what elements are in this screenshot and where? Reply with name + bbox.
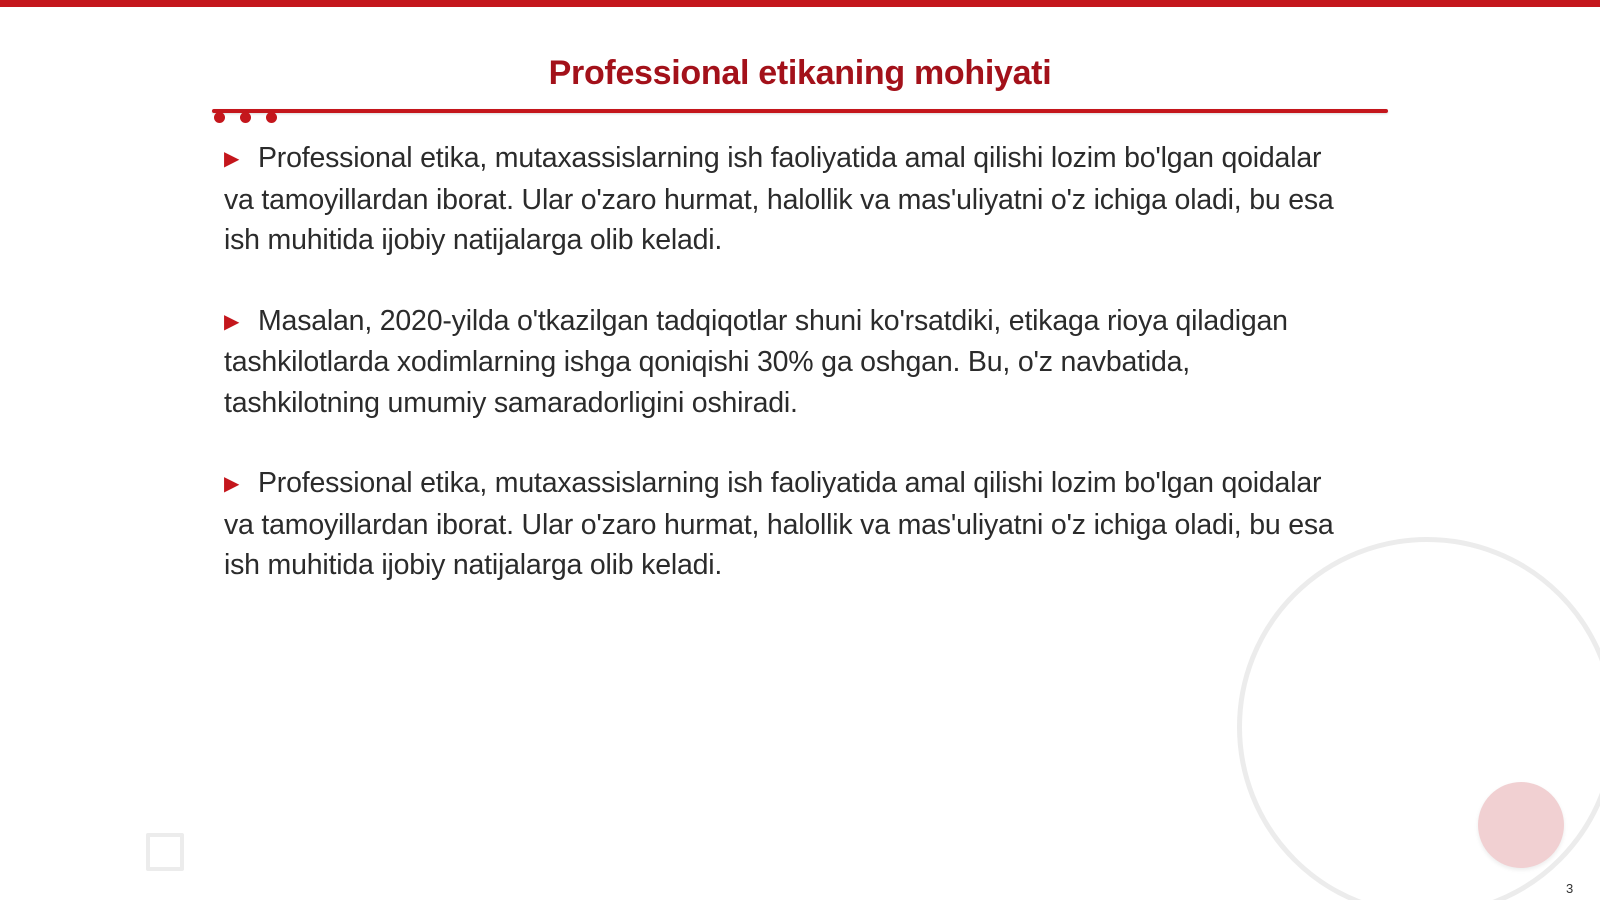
bullet-paragraph bbox=[224, 301, 1334, 424]
title-underline bbox=[212, 109, 1388, 113]
paragraph-text: Masalan, 2020-yilda o'tkazilgan tadqiqotlar shuni ko'rsatdiki, etikaga rioya qiladigan tashkilotlarda xodimlarning ishga qoniqishi 30% ga oshgan. Bu, o'z navbatida, tashkilotning umumiy samaradorligini oshiradi. bbox=[224, 304, 1288, 419]
top-accent-bar bbox=[0, 0, 1600, 7]
decor-square bbox=[146, 833, 184, 871]
slide-title: Professional etikaning mohiyati bbox=[548, 54, 1052, 92]
bullet-paragraph bbox=[224, 463, 1334, 586]
decor-dot bbox=[240, 112, 251, 123]
triangle-bullet-icon: ▶ bbox=[224, 310, 240, 333]
triangle-bullet-icon: ▶ bbox=[224, 148, 240, 170]
triangle-bullet-icon: ▶ bbox=[224, 473, 240, 495]
decor-dot bbox=[266, 112, 277, 123]
paragraph-text: Professional etika, mutaxassislarning ish faoliyatida amal qilishi lozim bo'lgan qoidalar va tamoyillardan iborat. Ular o'zaro hurmat, halollik va mas'uliyatni o'z ichiga oladi, bu esa ish muhitida ijobiy natijalarga olib keladi. bbox=[224, 467, 1334, 581]
decor-dot bbox=[214, 112, 225, 123]
page-number: 3 bbox=[1566, 881, 1574, 896]
bullet-paragraph bbox=[224, 138, 1334, 261]
paragraph-text: Professional etika, mutaxassislarning ish faoliyatida amal qilishi lozim bo'lgan qoidalar va tamoyillardan iborat. Ular o'zaro hurmat, halollik va mas'uliyatni o'z ichiga oladi, bu esa ish muhitida ijobiy natijalarga olib keladi. bbox=[224, 142, 1334, 256]
decor-circle bbox=[1478, 782, 1564, 868]
content-area bbox=[224, 138, 1334, 626]
